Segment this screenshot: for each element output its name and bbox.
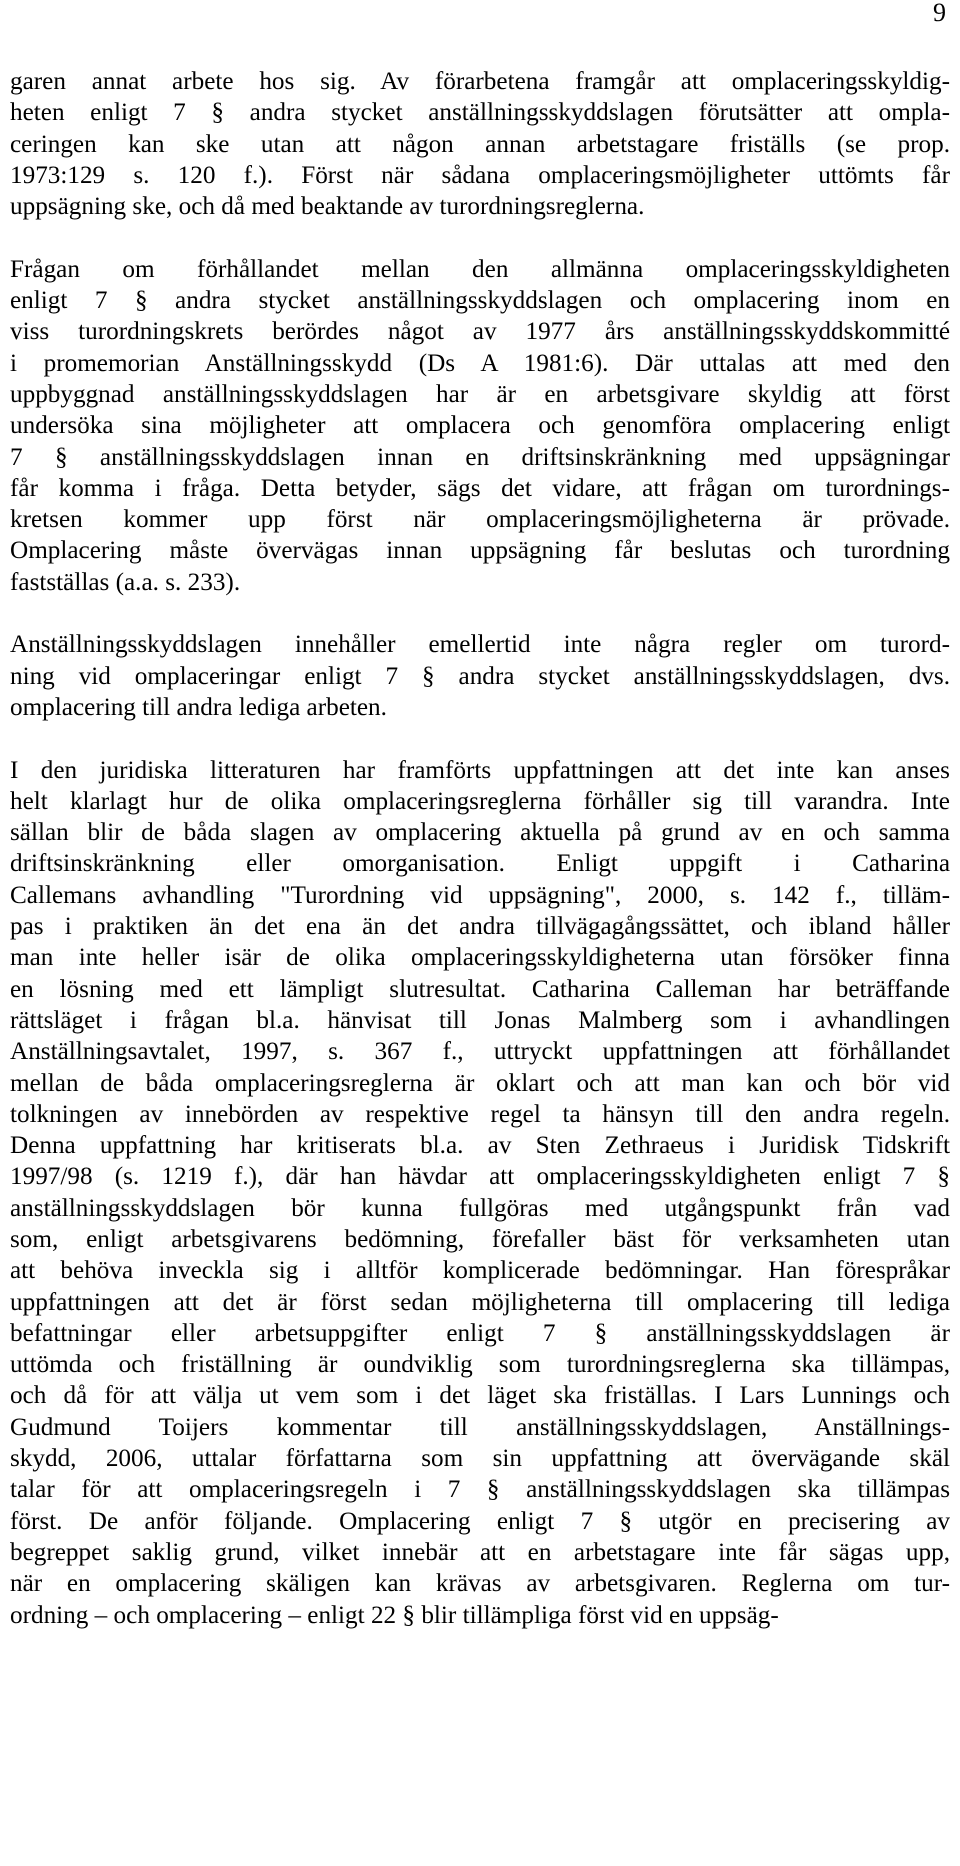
text-line: ning vid omplaceringar enligt 7 § andra stycket anställningsskyddslagen, dvs. [10,662,950,690]
text-line: rättsläget i frågan bl.a. hänvisat till Jonas Malmberg som i avhandlingen [10,1006,950,1034]
text-line: att behöva inveckla sig i alltför komplicerade bedömningar. Han förespråkar [10,1257,950,1285]
text-line: uppbyggnad anställningsskyddslagen har är en arbetsgivare skyldig att först [10,380,950,408]
text-line: uppfattningen att det är först sedan möjligheterna till omplacering till lediga [10,1288,950,1316]
text-line: Denna uppfattning har kritiserats bl.a. av Sten Zethraeus i Juridisk Tidskrift [10,1132,950,1160]
text-line: I den juridiska litteraturen har framförts uppfattningen att det inte kan anses [10,756,950,784]
text-line: skydd, 2006, uttalar författarna som sin uppfattning att övervägande skäl [10,1445,950,1473]
paragraph-3 [10,629,950,723]
paragraph-2 [10,254,950,598]
text-line: enligt 7 § andra stycket anställningsskyddslagen och omplacering inom en [10,287,950,315]
text-line: tolkningen av innebörden av respektive regel ta hänsyn till den andra regeln. [10,1100,950,1128]
text-line: pas i praktiken än det ena än det andra tillvägagångssättet, och ibland håller [10,913,950,941]
text-line: Anställningsavtalet, 1997, s. 367 f., uttryckt uppfattningen att förhållandet [10,1038,950,1066]
text-line: Omplacering måste övervägas innan uppsägning får beslutas och turordning [10,537,950,565]
text-line: talar för att omplaceringsregeln i 7 § anställningsskyddslagen ska tillämpas [10,1476,950,1504]
text-line: Anställningsskyddslagen innehåller emellertid inte några regler om turord- [10,631,950,659]
text-line: 7 § anställningsskyddslagen innan en driftsinskränkning med uppsägningar [10,443,950,471]
text-line: begreppet saklig grund, vilket innebär att en arbetstagare inte får sägas upp, [10,1538,950,1566]
text-line: kretsen kommer upp först när omplaceringsmöjligheterna är prövade. [10,506,950,534]
text-line: när en omplacering skäligen kan krävas av arbetsgivaren. Reglerna om tur- [10,1570,950,1598]
text-line: får komma i fråga. Detta betyder, sägs det vidare, att frågan om turordnings- [10,474,950,502]
text-line: Gudmund Toijers kommentar till anställningsskyddslagen, Anställnings- [10,1413,950,1441]
text-line: fastställas (a.a. s. 233). [10,568,241,596]
text-line: först. De anför följande. Omplacering enligt 7 § utgör en precisering av [10,1507,950,1535]
text-line: driftsinskränkning eller omorganisation. Enligt uppgift i Catharina [10,850,950,878]
text-line: anställningsskyddslagen bör kunna fullgöras med utgångspunkt från vad [10,1194,950,1222]
text-line: sällan blir de båda slagen av omplacering aktuella på grund av en och samma [10,819,950,847]
text-line: Frågan om förhållandet mellan den allmänna omplaceringsskyldigheten [10,255,950,283]
text-line: uttömda och friställning är oundviklig som turordningsreglerna ska tillämpas, [10,1351,950,1379]
text-line: omplacering till andra lediga arbeten. [10,693,387,721]
text-line: garen annat arbete hos sig. Av förarbetena framgår att omplaceringsskyldig- [10,68,950,95]
text-line: 1997/98 (s. 1219 f.), där han hävdar att omplaceringsskyldigheten enligt 7 § [10,1163,950,1191]
text-line: ceringen kan ske utan att någon annan arbetstagare friställs (se prop. [10,130,950,158]
paragraph-1 [10,66,950,222]
text-line: 1973:129 s. 120 f.). Först när sådana omplaceringsmöjligheter uttömts får [10,161,950,189]
text-line: helt klarlagt hur de olika omplaceringsreglerna förhåller sig till varandra. Inte [10,787,950,815]
text-line: mellan de båda omplaceringsreglerna är oklart och att man kan och bör vid [10,1069,950,1097]
text-line: viss turordningskrets berördes något av 1977 års anställningsskyddskommitté [10,318,950,346]
paragraph-4 [10,755,950,1631]
page-number: 9 [933,0,946,27]
text-line: och då för att välja ut vem som i det läget ska friställas. I Lars Lunnings och [10,1382,950,1410]
text-line: en lösning med ett lämpligt slutresultat. Catharina Calleman har beträffande [10,975,950,1003]
text-line: befattningar eller arbetsuppgifter enligt 7 § anställningsskyddslagen är [10,1319,950,1347]
text-line: uppsägning ske, och då med beaktande av turordningsreglerna. [10,193,645,221]
text-line: som, enligt arbetsgivarens bedömning, förefaller bäst för verksamheten utan [10,1225,950,1253]
text-line: heten enligt 7 § andra stycket anställningsskyddslagen förutsätter att ompla- [10,99,950,127]
text-line: ordning – och omplacering – enligt 22 § blir tillämpliga först vid en uppsäg- [10,1601,779,1629]
text-line: i promemorian Anställningsskydd (Ds A 1981:6). Där uttalas att med den [10,349,950,377]
text-line: Callemans avhandling "Turordning vid uppsägning", 2000, s. 142 f., tilläm- [10,881,950,909]
document-body [10,66,950,1631]
text-line: man inte heller isär de olika omplaceringsskyldigheterna utan försöker finna [10,944,950,972]
text-line: undersöka sina möjligheter att omplacera och genomföra omplacering enligt [10,412,950,440]
